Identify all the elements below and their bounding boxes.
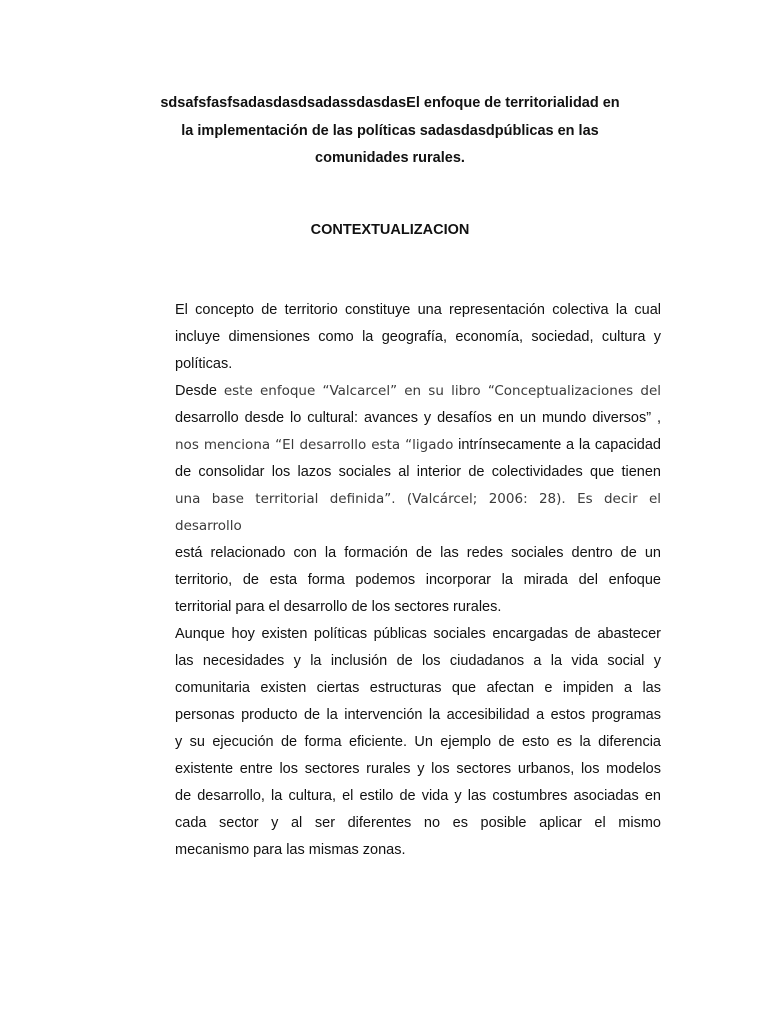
paragraph-line: de desarrollo, la cultura, el estilo de vida y las costumbres asociadas en [175, 788, 661, 804]
paragraph-line: incluye dimensiones como la geografía, economía, sociedad, cultura y [175, 329, 661, 345]
paragraph-line: Aunque hoy existen políticas públicas sociales encargadas de abastecer [175, 626, 661, 642]
text-run: este enfoque “Valcarcel” en su libro “Conceptualizaciones del [223, 383, 661, 399]
paragraph-line: desarrollo desde lo cultural: avances y desafíos en un mundo diversos” , [175, 410, 661, 426]
title-line: comunidades rurales. [315, 150, 465, 166]
paragraph-line: territorio, de esta forma podemos incorporar la mirada del enfoque [175, 572, 661, 588]
text-run: nos menciona “El desarrollo esta “ligado [175, 437, 454, 453]
paragraph-line: existente entre los sectores rurales y los sectores urbanos, los modelos [175, 761, 661, 777]
paragraph-line: una base territorial definida”. (Valcárcel; 2006: 28). Es decir el desarrollo [175, 491, 661, 534]
title-line: la implementación de las políticas sadasdasdpúblicas en las [181, 122, 599, 139]
text-run: intrínsecamente a la capacidad [458, 437, 661, 453]
paragraph-line-mixed [175, 378, 661, 405]
paragraph-line: territorial para el desarrollo de los sectores rurales. [175, 599, 502, 615]
section-heading: CONTEXTUALIZACION [310, 222, 470, 238]
paragraph-line: comunitaria existen ciertas estructuras que afectan e impiden a las [175, 680, 661, 696]
paragraph-line: está relacionado con la formación de las redes sociales dentro de un [175, 545, 661, 561]
paragraph-line: y su ejecución de forma eficiente. Un ejemplo de esto es la diferencia [175, 734, 661, 750]
paragraph-line: El concepto de territorio constituye una representación colectiva la cual [175, 302, 661, 318]
paragraph-1 [175, 297, 661, 621]
text-run: Desde [175, 383, 217, 399]
paragraph-line: personas producto de la intervención la accesibilidad a estos programas [175, 707, 661, 723]
paragraph-line: de consolidar los lazos sociales al interior de colectividades que tienen [175, 464, 661, 480]
paragraph-2 [175, 621, 661, 864]
document-title [150, 90, 630, 173]
paragraph-line-mixed [175, 432, 661, 459]
paragraph-line: mecanismo para las mismas zonas. [175, 842, 406, 858]
paragraph-line: las necesidades y la inclusión de los ciudadanos a la vida social y [175, 653, 661, 669]
paragraph-line: políticas. [175, 356, 233, 372]
paragraph-line: cada sector y al ser diferentes no es posible aplicar el mismo [175, 815, 661, 831]
title-line: sdsafsfasfsadasdasdsadassdasdasEl enfoque de territorialidad en [160, 95, 620, 111]
